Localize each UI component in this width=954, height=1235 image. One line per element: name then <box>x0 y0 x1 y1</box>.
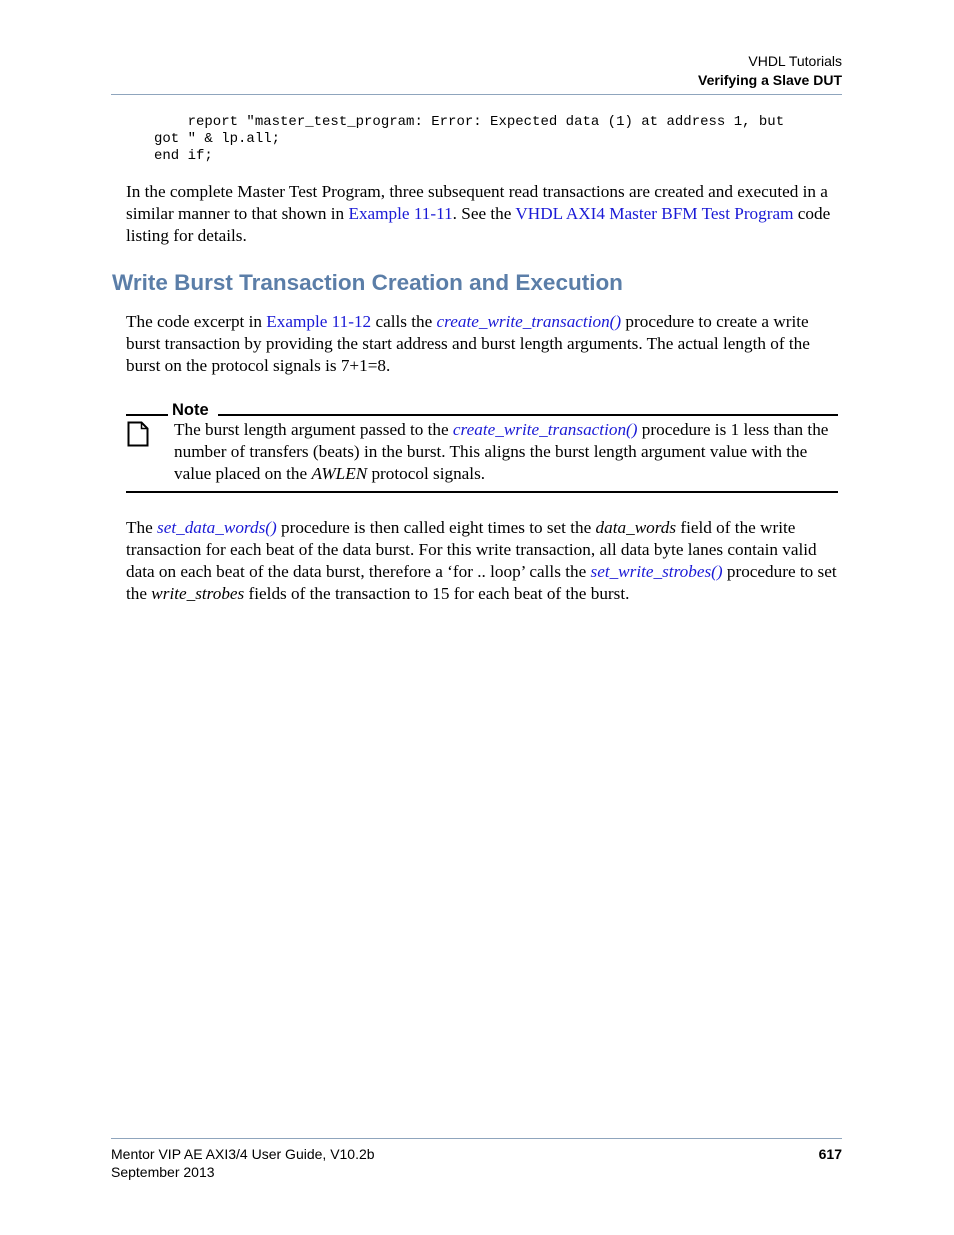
set-data-words-link[interactable]: set_data_words() <box>157 518 277 537</box>
text: . See the <box>452 204 516 223</box>
example-11-11-link[interactable]: Example 11-11 <box>348 204 453 223</box>
text: procedure is 1 less than the number of transfers (beats) in the burst. This aligns the burst length argument value with the value placed on the <box>174 420 829 483</box>
text: The burst length argument passed to the <box>174 420 453 439</box>
paragraph-set-data-words <box>126 517 842 605</box>
code-listing: report "master_test_program: Error: Expected data (1) at address 1, but got " & lp.all; end if; <box>154 114 785 164</box>
awlen-term: AWLEN <box>311 464 368 483</box>
page-number: 617 <box>818 1146 842 1162</box>
create-write-transaction-link[interactable]: create_write_transaction() <box>436 312 622 331</box>
paragraph-master-test-program <box>126 181 842 247</box>
data-words-term: data_words <box>595 518 677 537</box>
set-write-strobes-link[interactable]: set_write_strobes() <box>590 562 723 581</box>
vhdl-axi4-master-bfm-link[interactable]: VHDL AXI4 Master BFM Test Program <box>515 204 794 223</box>
header-subsection: Verifying a Slave DUT <box>698 72 842 88</box>
footer-rule <box>111 1138 842 1139</box>
text: procedure to set the <box>126 562 837 603</box>
note-text <box>174 419 838 485</box>
example-11-12-link[interactable]: Example 11-12 <box>266 312 372 331</box>
text: procedure to create a write burst transaction by providing the start address and burst length arguments. The actual length of the burst on the protocol signals is 7+1=8. <box>126 312 810 375</box>
running-header <box>698 52 842 90</box>
footer-info <box>111 1145 375 1181</box>
text: The code excerpt in <box>126 312 267 331</box>
text: In the complete Master Test Program, three subsequent read transactions are created and executed in a similar manner to that shown in <box>126 182 828 223</box>
note-label: Note <box>172 401 209 419</box>
header-section: VHDL Tutorials <box>748 53 842 69</box>
section-heading: Write Burst Transaction Creation and Execution <box>112 270 623 295</box>
text: calls the <box>371 312 437 331</box>
footer-title: Mentor VIP AE AXI3/4 User Guide, V10.2b <box>111 1146 375 1162</box>
text: The <box>126 518 158 537</box>
text: field of the write transaction for each beat of the data burst. For this write transaction, all data byte lanes contain valid data on each beat of the data burst, therefore a ‘for .. loop’ calls the <box>126 518 817 581</box>
header-rule <box>111 94 842 95</box>
text: code listing for details. <box>126 204 831 245</box>
footer-date: September 2013 <box>111 1164 215 1180</box>
note-rule-bottom <box>126 491 838 493</box>
text: procedure is then called eight times to set the <box>276 518 596 537</box>
note-rule-left <box>126 414 168 416</box>
text: fields of the transaction to 15 for each beat of the burst. <box>244 584 630 603</box>
note-page-icon <box>127 421 149 447</box>
create-write-transaction-link[interactable]: create_write_transaction() <box>452 420 638 439</box>
note-rule-right <box>218 414 838 416</box>
paragraph-code-excerpt <box>126 311 842 377</box>
text: protocol signals. <box>367 464 486 483</box>
write-strobes-term: write_strobes <box>151 584 245 603</box>
